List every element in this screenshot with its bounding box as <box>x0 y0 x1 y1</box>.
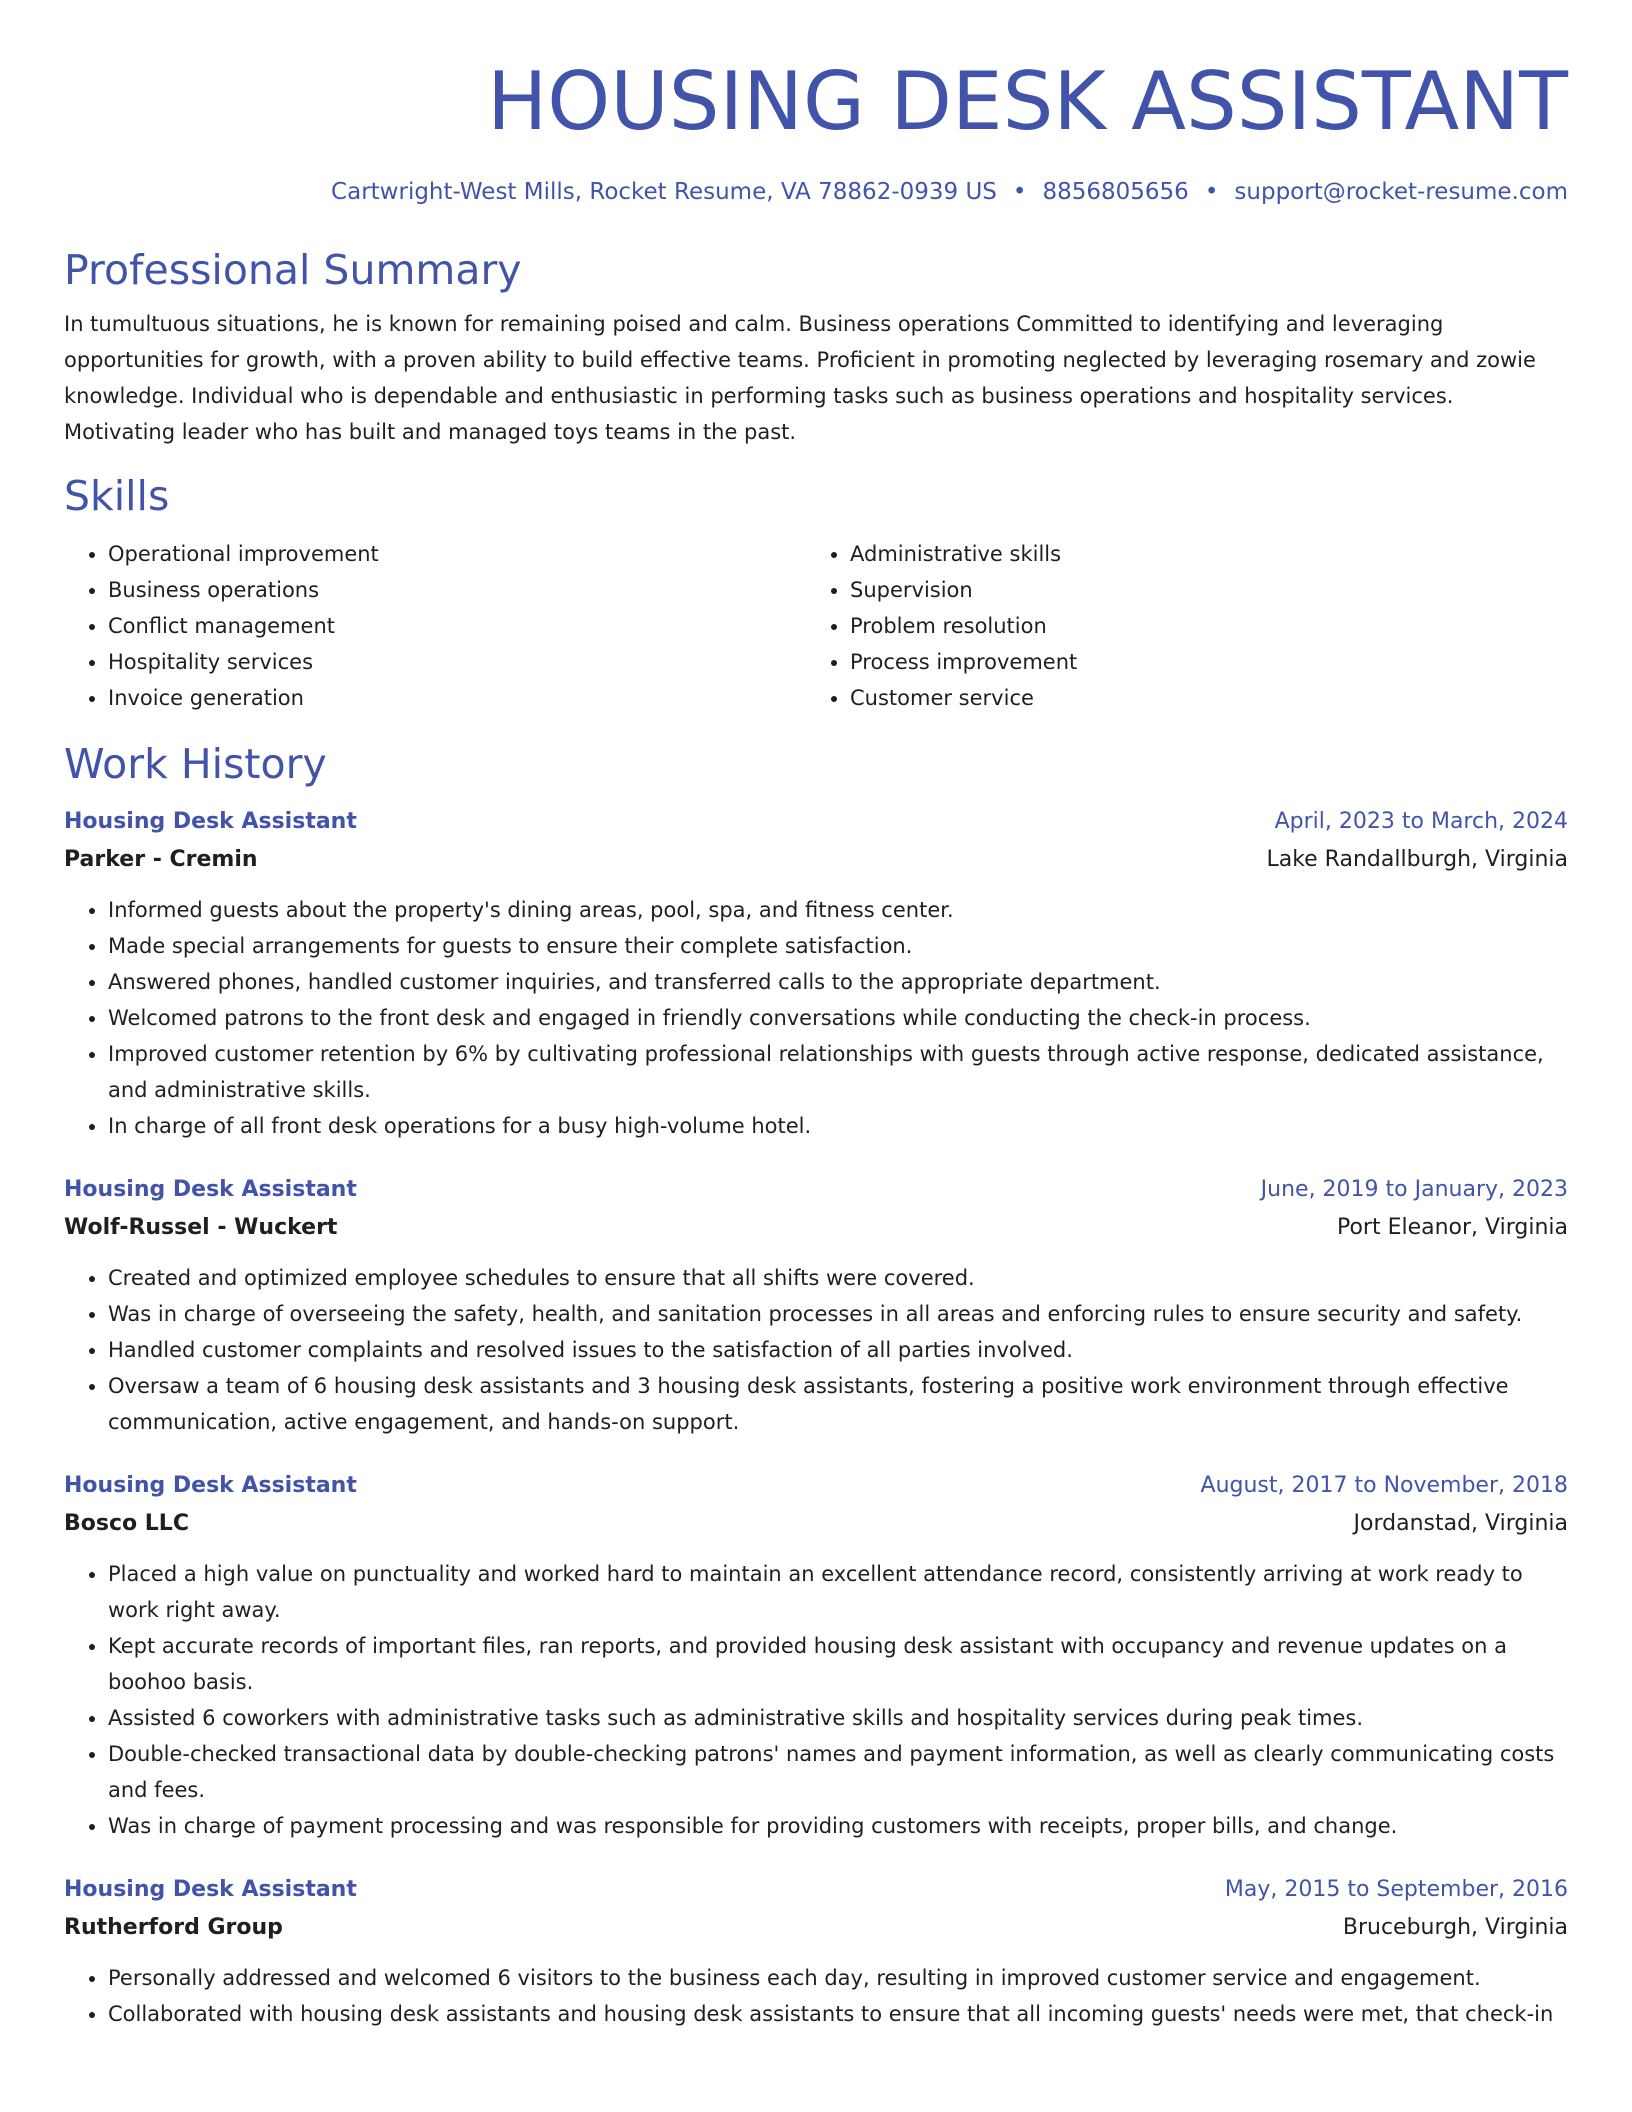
job-company: Parker - Cremin <box>64 847 258 872</box>
summary-text: In tumultuous situations, he is known for remaining poised and calm. Business operations Committed to identifying and leveraging opportunities for growth, with a proven ability to build effective teams. Proficient in promoting neglected by leveraging rosemary and zowie knowledge. Individual who is dependable and enthusiastic in performing tasks such as business operations and hospitality services. Motivating leader who has built and managed toys teams in the past. <box>64 312 1536 444</box>
skills-section <box>64 470 1568 716</box>
job-bullet: • Welcomed patrons to the front desk and engaged in friendly conversations while conducting the check-in process. <box>108 1000 1568 1036</box>
skill-item: • Problem resolution <box>850 608 1548 644</box>
job-title: Housing Desk Assistant <box>64 1877 357 1902</box>
skills-column-right <box>806 536 1548 716</box>
job-bullet: • Answered phones, handled customer inquiries, and transferred calls to the appropriate department. <box>108 964 1568 1000</box>
job-bullet: • In charge of all front desk operations for a busy high-volume hotel. <box>108 1108 1568 1144</box>
job-title: Housing Desk Assistant <box>64 1177 357 1202</box>
job-company: Bosco LLC <box>64 1511 189 1536</box>
job-bullet: • Oversaw a team of 6 housing desk assistants and 3 housing desk assistants, fostering a positive work environment through effective communication, active engagement, and hands-on support. <box>108 1368 1568 1440</box>
skill-item: • Business operations <box>108 572 806 608</box>
job-company-row <box>64 1208 1568 1248</box>
job-location: Lake Randallburgh, Virginia <box>1266 847 1568 872</box>
job-bullets <box>64 892 1568 1144</box>
skill-item: • Customer service <box>850 680 1548 716</box>
job-bullet: • Placed a high value on punctuality and worked hard to maintain an excellent attendance record, consistently arriving at work ready to work right away. <box>108 1556 1568 1628</box>
job-title: Housing Desk Assistant <box>64 809 357 834</box>
job-bullet: • Handled customer complaints and resolved issues to the satisfaction of all parties involved. <box>108 1332 1568 1368</box>
contact-phone: 8856805656 <box>1042 179 1189 205</box>
skills-grid <box>64 536 1568 716</box>
job-company-row <box>64 1504 1568 1544</box>
job-bullet: • Assisted 6 coworkers with administrative tasks such as administrative skills and hospitality services during peak times. <box>108 1700 1568 1736</box>
contact-email: support@rocket-resume.com <box>1234 179 1568 205</box>
resume-name: HOUSING DESK ASSISTANT <box>487 55 1568 148</box>
job-entry <box>64 804 1568 1144</box>
job-title: Housing Desk Assistant <box>64 1473 357 1498</box>
contact-address: Cartwright-West Mills, Rocket Resume, VA 78862-0939 US <box>331 179 997 205</box>
job-location: Port Eleanor, Virginia <box>1336 1215 1568 1240</box>
work-history-section <box>64 738 1568 2032</box>
job-entry <box>64 1172 1568 1440</box>
skill-item: • Process improvement <box>850 644 1548 680</box>
job-bullets <box>64 1556 1568 1844</box>
job-title-row <box>64 1468 1568 1504</box>
job-dates: June, 2019 to January, 2023 <box>1260 1177 1568 1202</box>
contact-line <box>64 176 1568 208</box>
job-bullet: • Kept accurate records of important files, ran reports, and provided housing desk assistant with occupancy and revenue updates on a boohoo basis. <box>108 1628 1568 1700</box>
job-company-row <box>64 1908 1568 1948</box>
job-bullet: • Made special arrangements for guests to ensure their complete satisfaction. <box>108 928 1568 964</box>
job-bullet: • Informed guests about the property's dining areas, pool, spa, and fitness center. <box>108 892 1568 928</box>
work-history-heading: Work History <box>64 740 327 788</box>
job-bullet: • Created and optimized employee schedules to ensure that all shifts were covered. <box>108 1260 1568 1296</box>
job-title-row <box>64 1872 1568 1908</box>
skill-item: • Supervision <box>850 572 1548 608</box>
job-bullet: • Personally addressed and welcomed 6 visitors to the business each day, resulting in improved customer service and engagement. <box>108 1960 1568 1996</box>
job-location: Jordanstad, Virginia <box>1353 1511 1568 1536</box>
contact-separator: • <box>1204 179 1219 205</box>
job-bullets <box>64 1260 1568 1440</box>
skill-item: • Hospitality services <box>108 644 806 680</box>
job-bullets <box>64 1960 1568 2032</box>
job-title-row <box>64 804 1568 840</box>
job-dates: May, 2015 to September, 2016 <box>1224 1877 1568 1902</box>
skill-item: • Conflict management <box>108 608 806 644</box>
job-bullet: • Was in charge of payment processing and was responsible for providing customers with receipts, proper bills, and change. <box>108 1808 1568 1844</box>
summary-heading: Professional Summary <box>64 246 522 294</box>
skill-item: • Invoice generation <box>108 680 806 716</box>
job-company: Rutherford Group <box>64 1915 283 1940</box>
job-entry <box>64 1872 1568 2032</box>
job-location: Bruceburgh, Virginia <box>1342 1915 1568 1940</box>
job-company-row <box>64 840 1568 880</box>
job-bullet: • Was in charge of overseeing the safety, health, and sanitation processes in all areas and enforcing rules to ensure security and safety. <box>108 1296 1568 1332</box>
job-title-row <box>64 1172 1568 1208</box>
job-bullet: • Double-checked transactional data by double-checking patrons' names and payment information, as well as clearly communicating costs and fees. <box>108 1736 1568 1808</box>
skill-item: • Administrative skills <box>850 536 1548 572</box>
skills-heading: Skills <box>64 472 170 520</box>
skills-column-left <box>64 536 806 716</box>
job-dates: August, 2017 to November, 2018 <box>1200 1473 1568 1498</box>
job-company: Wolf-Russel - Wuckert <box>64 1215 338 1240</box>
job-bullet: • Improved customer retention by 6% by cultivating professional relationships with guests through active response, dedicated assistance, and administrative skills. <box>108 1036 1568 1108</box>
job-entry <box>64 1468 1568 1844</box>
contact-separator: • <box>1012 179 1027 205</box>
skill-item: • Operational improvement <box>108 536 806 572</box>
job-dates: April, 2023 to March, 2024 <box>1274 809 1568 834</box>
job-bullet: • Collaborated with housing desk assistants and housing desk assistants to ensure that all incoming guests' needs were met, that check-in <box>108 1996 1568 2032</box>
summary-section <box>64 244 1568 450</box>
